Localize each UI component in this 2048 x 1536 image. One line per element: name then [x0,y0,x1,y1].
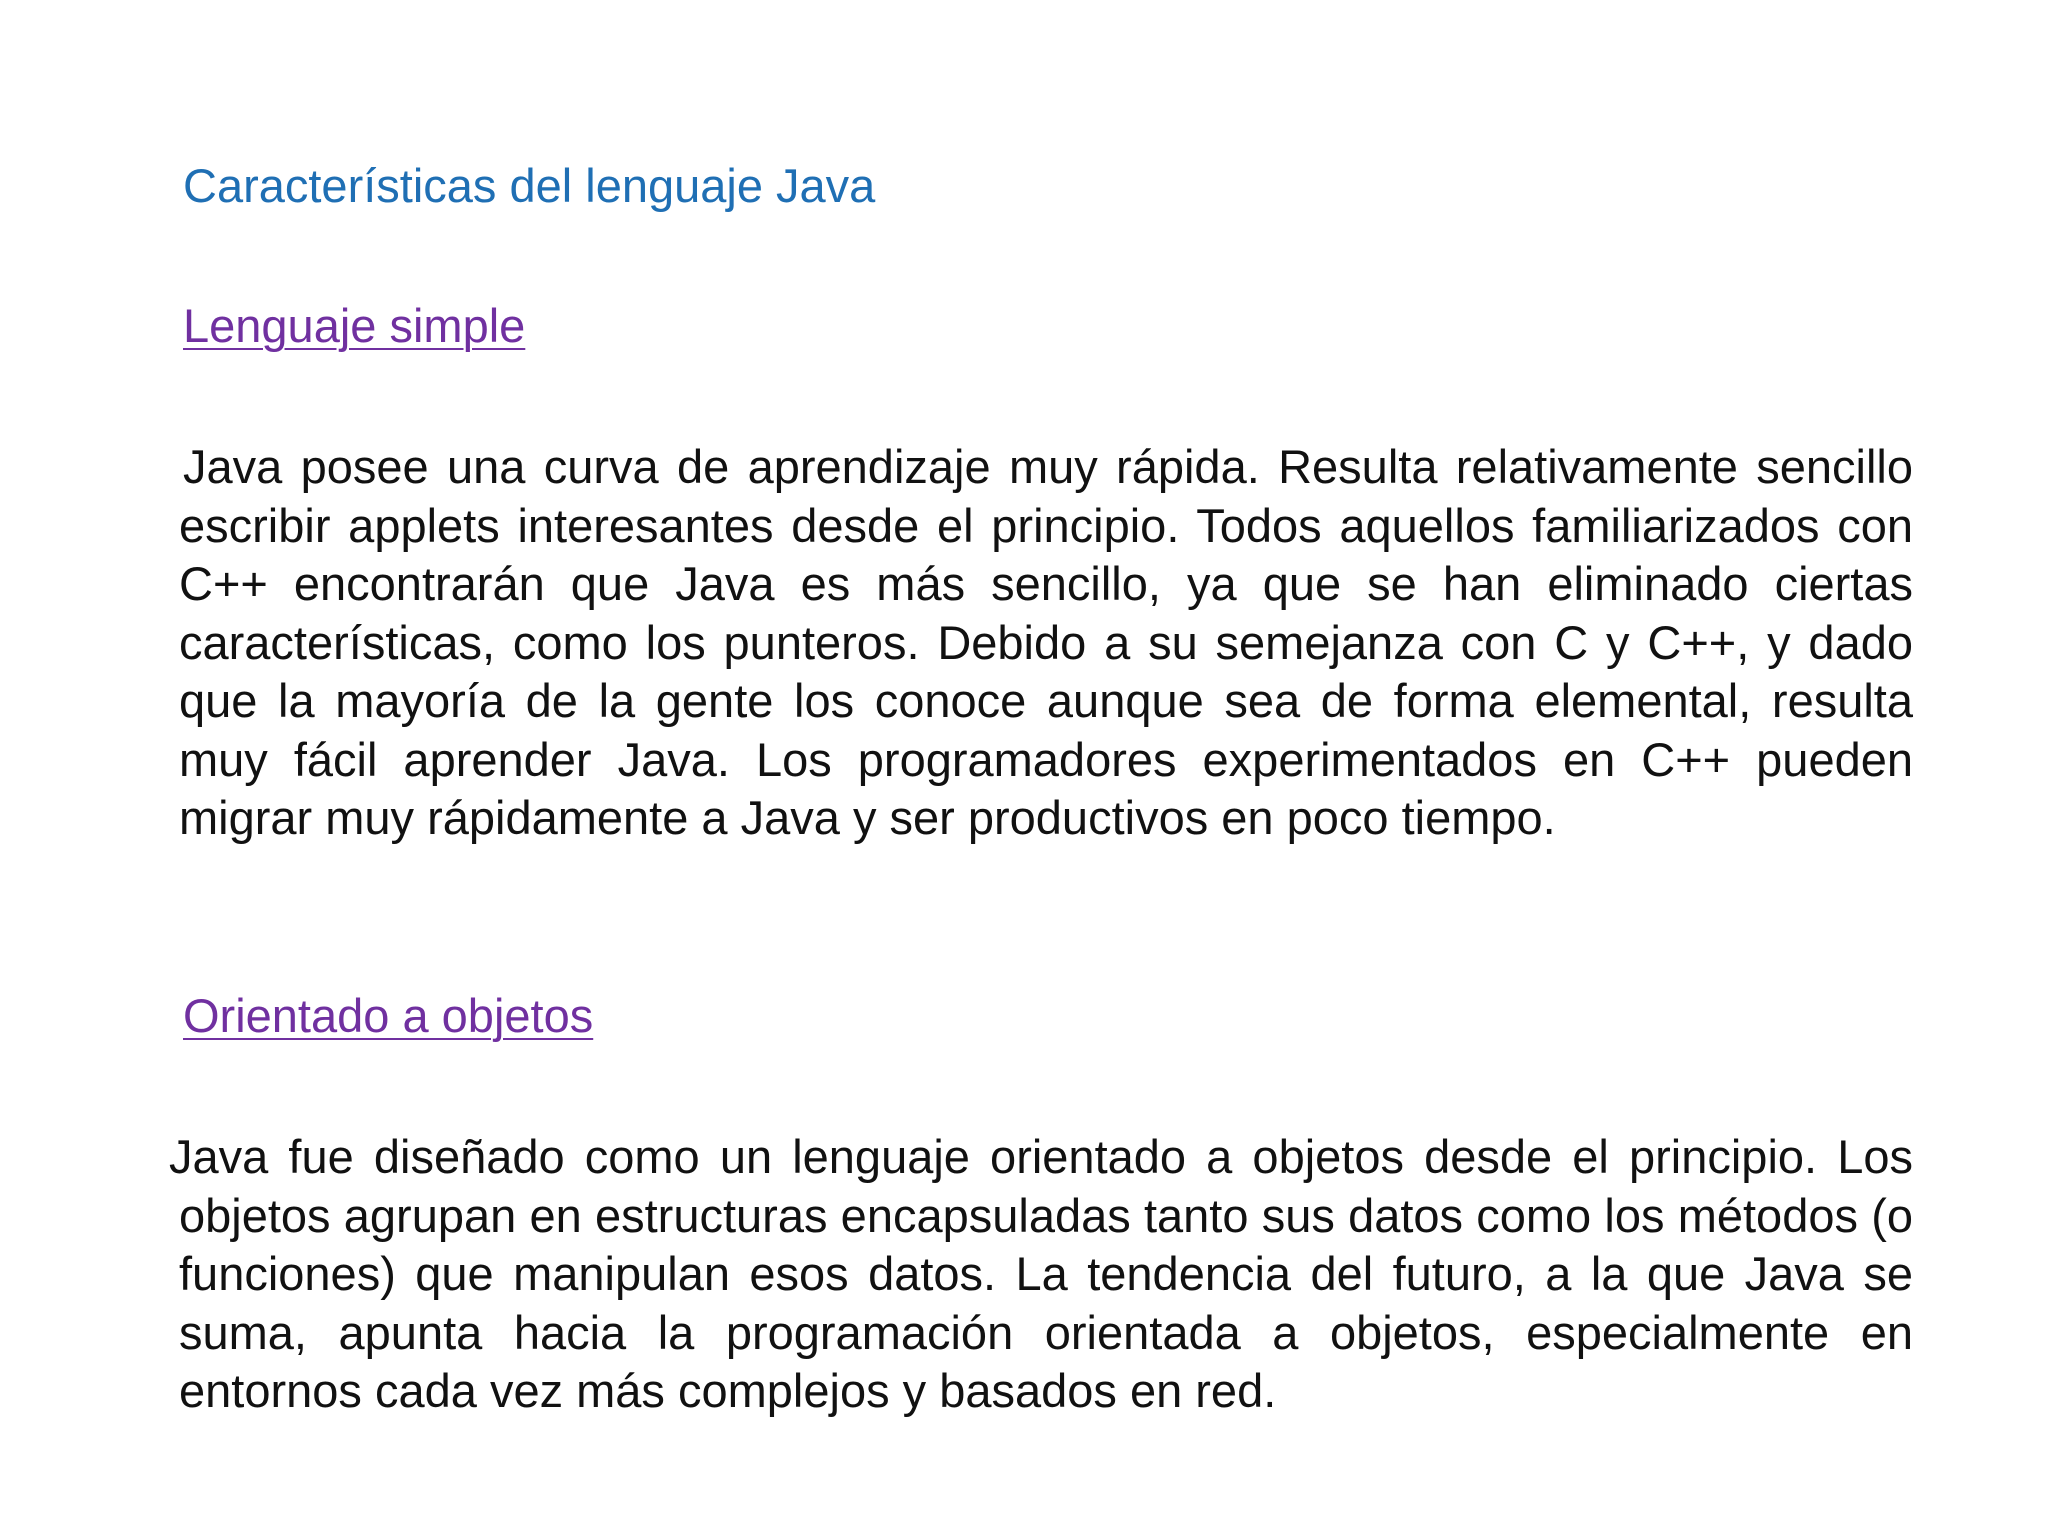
section-body-lenguaje-simple: Java posee una curva de aprendizaje muy rápida. Resulta relativamente sencillo escribir applets interesantes desde el principio. Todos aquellos familiarizados con C++ encontrarán que Java es más sencillo, ya que se han eliminado ciertas características, como los punteros. Debido a su semejanza con C y C++, y dado que la mayoría de la gente los conoce aunque sea de forma elemental, resulta muy fácil aprender Java. Los programadores experimentados en C++ pueden migrar muy rápidamente a Java y ser productivos en poco tiempo. [179,440,1913,844]
section-link-orientado-a-objetos[interactable]: Orientado a objetos [183,989,594,1042]
section-link-lenguaje-simple[interactable]: Lenguaje simple [183,299,526,352]
section-body-orientado-a-objetos: Java fue diseñado como un lenguaje orientado a objetos desde el principio. Los objetos agrupan en estructuras encapsuladas tanto sus datos como los métodos (o funciones) que manipulan esos datos. La tendencia del futuro, a la que Java se suma, apunta hacia la programación orientada a objetos, especialmente en entornos cada vez más complejos y basados en red. [169,1130,1913,1417]
page-title: Características del lenguaje Java [183,159,876,212]
